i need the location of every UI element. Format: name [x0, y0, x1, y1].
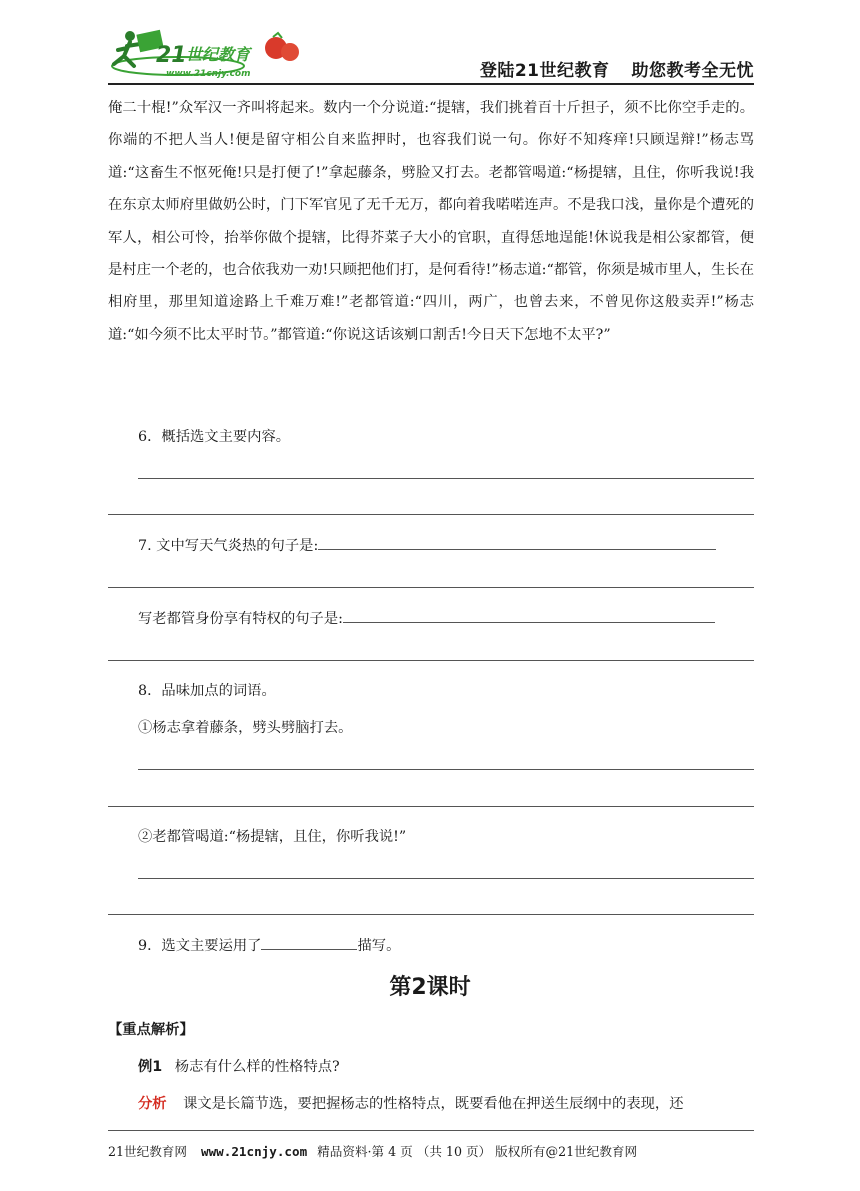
question-7b [138, 608, 715, 628]
answer-line [318, 537, 716, 550]
question-8-item-1: ①杨志拿着藤条，劈头劈脑打去。 [138, 720, 353, 736]
example-label: 例1 [138, 1059, 163, 1075]
answer-line [138, 769, 754, 770]
answer-line [138, 478, 754, 479]
example-text: 杨志有什么样的性格特点? [174, 1059, 340, 1075]
page-header [108, 22, 754, 86]
analysis [138, 1093, 684, 1113]
question-6: 6．概括选文主要内容。 [138, 429, 291, 445]
question-9-prefix: 9．选文主要运用了 [138, 938, 262, 954]
answer-line [138, 878, 754, 879]
answer-line [108, 514, 754, 515]
site-logo-icon [108, 26, 308, 82]
example-1 [138, 1056, 340, 1076]
header-divider [108, 83, 754, 85]
page-footer [108, 1141, 637, 1160]
svg-text:世纪教育: 世纪教育 [186, 45, 251, 64]
question-7 [138, 535, 716, 555]
footer-divider [108, 1130, 754, 1131]
svg-text:21: 21 [156, 43, 187, 68]
answer-blank [261, 937, 357, 950]
passage-text: 俺二十棍!”众军汉一齐叫将起来。数内一个分说道:“提辖，我们挑着百十斤担子，须不比你空手走的。你端的不把人当人!便是留守相公自来监押时，也容我们说一句。你好不知疼痒!只顾逞辩!”杨志骂道:“这畜生不怄死俺!只是打便了!”拿起藤条，劈脸又打去。老都管喝道:“杨提辖，且住，你听我说!我在东京太师府里做奶公时，门下军官见了无千无万，都向着我喏喏连声。不是我口浅，量你是个遭死的军人，相公可怜，抬举你做个提辖，比得芥菜子大小的官职，直得恁地逞能!休说我是相公家都管，便是村庄一个老的，也合依我劝一劝!只顾把他们打，是何看待!”杨志道:“都管，你须是城市里人，生长在相府里，那里知道途路上千难万难!”老都管道:“四川，两广，也曾去来，不曾见你这般卖弄!”杨志道:“如今须不比太平时节。”都管道:“你说这话该剜口割舌!今日天下怎地不太平?” [108, 100, 754, 343]
section-title: 第2课时 [389, 975, 471, 1000]
answer-line [108, 914, 754, 915]
section-heading: 【重点解析】 [108, 1022, 194, 1038]
slogan-right: 助您教考全无忧 [631, 61, 754, 81]
question-9 [138, 935, 400, 955]
answer-line [108, 806, 754, 807]
question-7b-text: 写老都管身份享有特权的句子是: [138, 611, 343, 627]
question-9-suffix: 描写。 [357, 938, 401, 954]
header-slogan [480, 56, 754, 81]
footer-url[interactable]: www.21cnjy.com [201, 1144, 308, 1159]
answer-line [108, 587, 754, 588]
footer-site: 21世纪教育网 [108, 1144, 187, 1159]
question-8: 8．品味加点的词语。 [138, 683, 276, 699]
footer-info: 精品资料·第 4 页 （共 10 页） 版权所有@21世纪教育网 [317, 1144, 638, 1159]
answer-line [108, 660, 754, 661]
answer-line [343, 610, 715, 623]
question-8-item-2: ②老都管喝道:“杨提辖，且住，你听我说!” [138, 829, 407, 845]
slogan-left: 登陆21世纪教育 [479, 61, 610, 81]
svg-text:www.21cnjy.com: www.21cnjy.com [166, 69, 251, 79]
analysis-text: 课文是长篇节选，要把握杨志的性格特点，既要看他在押送生辰纲中的表现，还 [183, 1096, 684, 1112]
question-7-text: 7. 文中写天气炎热的句子是: [138, 538, 319, 554]
analysis-label: 分析 [138, 1096, 167, 1112]
